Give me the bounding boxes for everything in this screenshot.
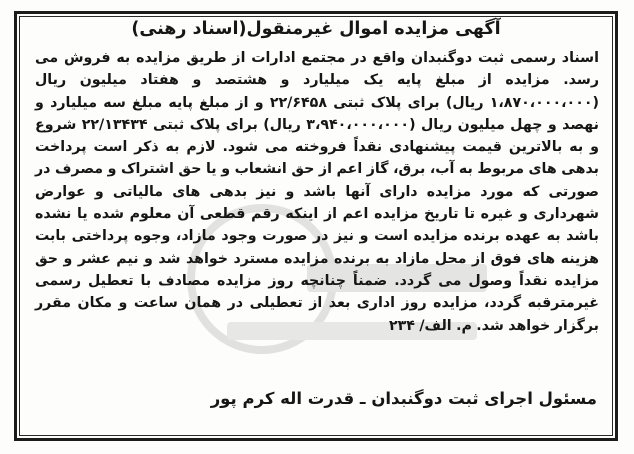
notice-signature: مسئول اجرای ثبت دوگنبدان ـ قدرت اله کرم پور [210, 389, 597, 408]
notice-body: اسناد رسمی ثبت دوگنبدان واقع در مجتمع ادارات از طریق مزایده به فروش می رسد. مزایده از مبلغ پایه یک میلیارد و هشتصد و هفتاد میلیون ریال (۱،۸۷۰،۰۰۰،۰۰۰ ریال) برای پلاک ثبتی ۲۲/۶۴۵۸ و از مبلغ پایه مبلغ سه میلیارد و نهصد و چهل میلیون ریال (۳،۹۴۰،۰۰۰،۰۰۰ ریال) برای پلاک ثبتی ۲۲/۱۳۴۳۴ شروع و به بالاترین قیمت پیشنهادی نقداً فروخته می شود. لازم به ذکر است پرداخت بدهی های مربوط به آب، برق، گاز اعم از حق انشعاب و یا حق اشتراک و مصرف در صورتی که مورد مزایده دارای آنها باشد و نیز بدهی های مالیاتی و عوارض شهرداری و غیره تا تاریخ مزایده اعم از اینکه رقم قطعی آن معلوم شده یا نشده باشد به عهده برنده مزایده است و نیز در صورت وجود مازاد، وجوه پرداختی بابت هزینه های فوق از محل مازاد به برنده مزایده مسترد خواهد شد و نیم عشر و حق مزایده نقداً وصول می گردد. ضمناً چنانچه روز مزایده مصادف با تعطیل رسمی غیرمترقبه گردد، مزایده روز اداری بعد از تعطیلی در همان ساعت و مکان مقرر برگزار خواهد شد. م. الف/ ۲۳۴ [35, 50, 599, 334]
notice-title: آگهی مزایده اموال غیرمنقول(اسناد رهنی) [131, 19, 501, 39]
notice-border [14, 11, 618, 441]
